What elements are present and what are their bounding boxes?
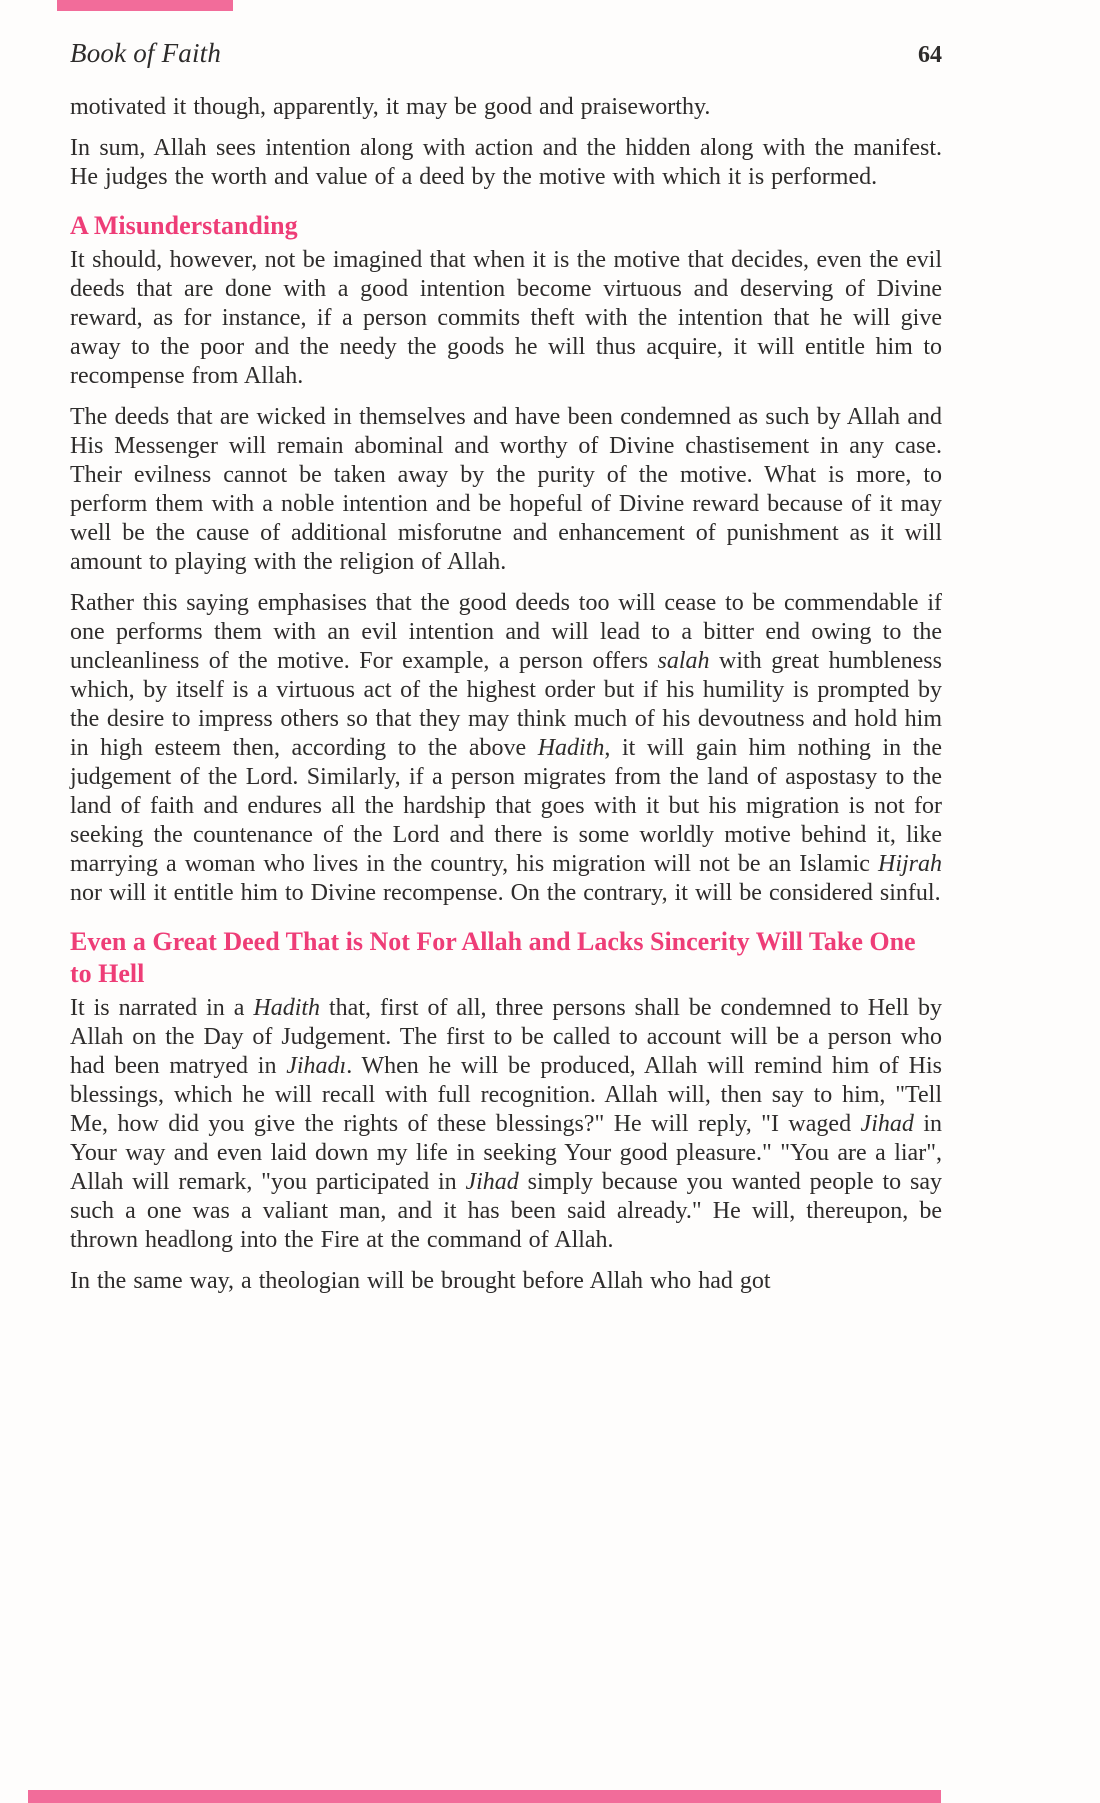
paragraph-narrated-hadith bbox=[70, 994, 942, 1255]
paragraph-segment: in Your way and even laid down my life in seeking Your good pleasure." "You are a liar", Allah will remark, "you participated in bbox=[70, 1111, 943, 1195]
paragraph-segment: , it will gain him nothing in the judgement of the Lord. Similarly, if a person migrates from the land of aspostasy to the land of faith and endures all the hardship that goes with it but his migration is not for seeking the countenance of the Lord and there is some worldly motive behind it, like marrying a woman who lives in the country, his migration will not be an Islamic bbox=[70, 735, 942, 877]
paragraph-segment: simply because you wanted people to say such a one was a valiant man, and it has been said already." He will, thereupon, be thrown headlong into the Fire at the command of Allah. bbox=[70, 1169, 942, 1253]
italic-term-jihad: Jihadı bbox=[286, 1053, 347, 1079]
section-heading-great-deed: Even a Great Deed That is Not For Allah and Lacks Sincerity Will Take One to Hell bbox=[70, 927, 916, 988]
page-header bbox=[70, 38, 942, 69]
paragraph-segment: . When he will be produced, Allah will remind him of His blessings, which he will recall with full recognition. Allah will, then say to him, "Tell Me, how did you give the rights of these blessings?" He will reply, "I waged bbox=[70, 1053, 942, 1137]
page-number: 64 bbox=[918, 42, 942, 68]
italic-term-salah: salah bbox=[657, 648, 710, 674]
paragraph-segment: It is narrated in a bbox=[70, 995, 254, 1021]
book-title: Book of Faith bbox=[70, 38, 222, 68]
top-decorative-bar bbox=[57, 0, 233, 11]
italic-term-jihad: Jihad bbox=[465, 1169, 519, 1195]
paragraph-it-should-however: It should, however, not be imagined that when it is the motive that decides, even the evil deeds that are done with a good intention become virtuous and deserving of Divine reward, as for instance, if a person commits theft with the intention that he will give away to the poor and the needy the goods he will thus acquire, it will entitle him to recompense from Allah. bbox=[70, 247, 942, 389]
paragraph-wicked-deeds: The deeds that are wicked in themselves and have been condemned as such by Allah and His Messenger will remain abominal and worthy of Divine chastisement in any case. Their evilness cannot be taken away by the purity of the motive. What is more, to perform them with a noble intention and be hopeful of Divine reward because of it may well be the cause of additional misforutne and enhancement of punishment as it will amount to playing with the religion of Allah. bbox=[70, 404, 942, 575]
paragraph-rather-this-saying bbox=[70, 589, 942, 908]
section-heading-misunderstanding: A Misunderstanding bbox=[70, 211, 298, 240]
italic-term-jihad: Jihad bbox=[860, 1111, 914, 1137]
italic-term-hadith: Hadith bbox=[537, 735, 605, 761]
paragraph-segment: Rather this saying emphasises that the good deeds too will cease to be commendable if one performs them with an evil intention and will lead to a bitter end owing to the uncleanliness of the motive. For example, a person offers bbox=[70, 590, 942, 674]
paragraph-segment: that, first of all, three persons shall be condemned to Hell by Allah on the Day of Judgement. The first to be called to account will be a person who had been matryed in bbox=[70, 995, 942, 1079]
paragraph-same-way-theologian: In the same way, a theologian will be brought before Allah who had got bbox=[70, 1268, 771, 1294]
page-content bbox=[70, 38, 942, 1308]
paragraph-segment: with great humbleness which, by itself is a virtuous act of the highest order but if his humility is prompted by the desire to impress others so that they may think much of his devoutness and hold him in high esteem then, according to the above bbox=[70, 648, 942, 761]
bottom-decorative-bar bbox=[28, 1790, 941, 1803]
paragraph-in-sum: In sum, Allah sees intention along with action and the hidden along with the manifest. He judges the worth and value of a deed by the motive with which it is performed. bbox=[70, 135, 942, 190]
paragraph-segment: nor will it entitle him to Divine recompense. On the contrary, it will be considered sinful. bbox=[70, 880, 941, 906]
italic-term-hijrah: Hijrah bbox=[877, 851, 942, 877]
italic-term-hadith: Hadith bbox=[253, 995, 321, 1021]
paragraph-intro-continuation: motivated it though, apparently, it may be good and praiseworthy. bbox=[70, 94, 711, 120]
